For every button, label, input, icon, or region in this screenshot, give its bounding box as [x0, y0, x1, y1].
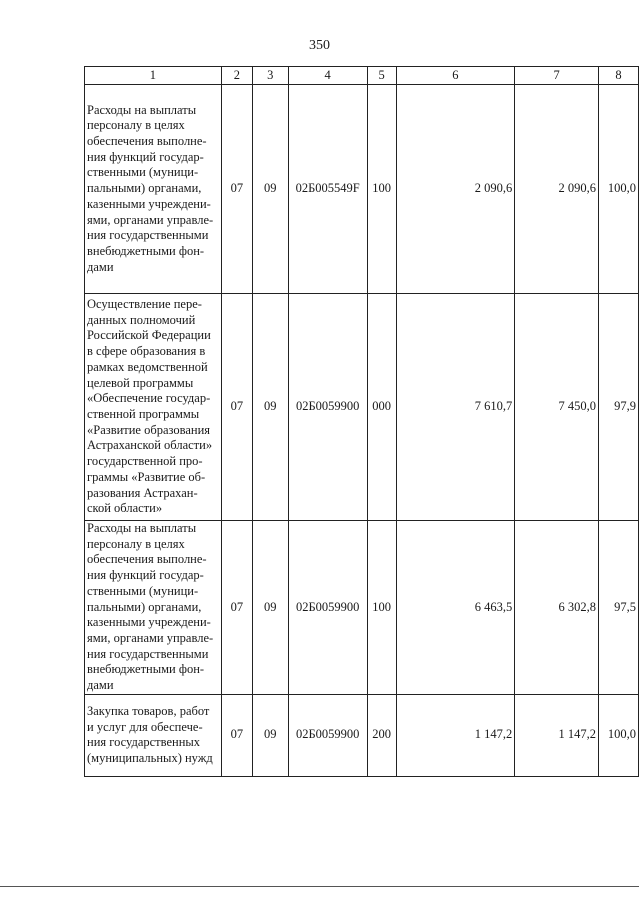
expense-name-line: граммы «Развитие об-: [87, 469, 206, 484]
target-article-cell: 02Б0059900: [288, 294, 367, 521]
actual-amount-cell: 7 450,0: [515, 294, 599, 521]
target-article-cell: 02Б005549F: [288, 85, 367, 294]
expense-name-cell: [85, 694, 222, 776]
subsection-code-cell: 09: [252, 694, 288, 776]
expense-name-line: ния государственных: [87, 735, 201, 750]
header-cell: 4: [288, 67, 367, 85]
expense-name-line: ния государственными: [87, 646, 209, 661]
expense-type-cell: 000: [367, 294, 396, 521]
header-cell: 1: [85, 67, 222, 85]
percent-cell: 97,5: [598, 521, 638, 695]
expense-name-line: пальными) органами,: [87, 599, 202, 614]
expense-name-line: ственной программы: [87, 407, 200, 421]
expense-name-line: рамках ведомственной: [87, 359, 208, 374]
subsection-code-cell: 09: [252, 294, 288, 521]
subsection-code-cell: 09: [252, 85, 288, 294]
expense-name-line: Российской Федерации: [87, 328, 211, 343]
expense-type-cell: 200: [367, 694, 396, 776]
expense-name-line: персоналу в целях: [87, 118, 185, 133]
expense-name-line: и услуг для обеспече-: [87, 719, 203, 734]
section-code-cell: 07: [221, 521, 252, 695]
expense-name-cell: [85, 521, 222, 695]
expense-name-line: казенными учреждени-: [87, 196, 211, 211]
expense-name-line: внебюджетными фон-: [87, 243, 205, 258]
expense-name-line: ния функций государ-: [87, 568, 204, 583]
actual-amount-cell: 6 302,8: [515, 521, 599, 695]
expense-name-line: государственной про-: [87, 454, 203, 469]
expense-name-line: Осуществление пере-: [87, 297, 202, 312]
subsection-code-cell: 09: [252, 521, 288, 695]
expense-name-line: «Развитие образования: [87, 422, 211, 437]
header-row: [85, 67, 639, 85]
page-number: 350: [309, 38, 330, 53]
expense-name-line: внебюджетными фон-: [87, 662, 205, 677]
expense-name-line: в сфере образования в: [87, 344, 206, 359]
target-article-cell: 02Б0059900: [288, 694, 367, 776]
expense-type-cell: 100: [367, 85, 396, 294]
expense-name-line: дами: [87, 259, 114, 274]
expense-name-cell: [85, 85, 222, 294]
actual-amount-cell: 1 147,2: [515, 694, 599, 776]
expense-name-line: ственными (муници-: [87, 165, 199, 180]
percent-cell: 100,0: [598, 85, 638, 294]
table-row: [85, 85, 639, 294]
section-code-cell: 07: [221, 294, 252, 521]
expense-name-line: целевой программы: [87, 375, 194, 390]
expense-name-line: ния функций государ-: [87, 149, 204, 164]
expense-name-line: (муниципальных) нужд: [87, 750, 213, 765]
page-bottom-rule: [0, 886, 639, 887]
expense-name-line: пальными) органами,: [87, 181, 202, 196]
planned-amount-cell: 1 147,2: [396, 694, 515, 776]
expense-name-line: ями, органами управле-: [87, 212, 214, 227]
expense-name-line: дами: [87, 678, 114, 693]
expense-type-cell: 100: [367, 521, 396, 695]
section-code-cell: 07: [221, 694, 252, 776]
header-cell: 6: [396, 67, 515, 85]
expense-name-line: ской области»: [87, 501, 163, 516]
expense-name-line: обеспечения выполне-: [87, 552, 207, 567]
expense-name-line: Расходы на выплаты: [87, 102, 197, 117]
header-cell: 5: [367, 67, 396, 85]
header-cell: 7: [515, 67, 599, 85]
target-article-cell: 02Б0059900: [288, 521, 367, 695]
expense-name-line: Закупка товаров, работ: [87, 703, 210, 718]
percent-cell: 100,0: [598, 694, 638, 776]
header-cell: 2: [221, 67, 252, 85]
expense-name-line: обеспечения выполне-: [87, 134, 207, 149]
actual-amount-cell: 2 090,6: [515, 85, 599, 294]
expense-name-line: персоналу в целях: [87, 536, 185, 551]
expense-name-line: Расходы на выплаты: [87, 521, 197, 535]
expense-name-line: казенными учреждени-: [87, 615, 211, 630]
expense-name-line: Астраханской области»: [87, 438, 213, 453]
expense-name-line: данных полномочий: [87, 312, 196, 327]
percent-cell: 97,9: [598, 294, 638, 521]
planned-amount-cell: 7 610,7: [396, 294, 515, 521]
expense-name-line: ями, органами управле-: [87, 630, 214, 645]
table-row: [85, 521, 639, 695]
header-cell: 3: [252, 67, 288, 85]
section-code-cell: 07: [221, 85, 252, 294]
planned-amount-cell: 6 463,5: [396, 521, 515, 695]
expense-name-cell: [85, 294, 222, 521]
header-cell: 8: [598, 67, 638, 85]
expense-name-line: ния государственными: [87, 228, 209, 243]
budget-table: [84, 66, 639, 777]
expense-name-line: ственными (муници-: [87, 583, 199, 598]
table-row: [85, 294, 639, 521]
planned-amount-cell: 2 090,6: [396, 85, 515, 294]
table-row: [85, 694, 639, 776]
expense-name-line: разования Астрахан-: [87, 485, 198, 500]
expense-name-line: «Обеспечение государ-: [87, 391, 211, 406]
